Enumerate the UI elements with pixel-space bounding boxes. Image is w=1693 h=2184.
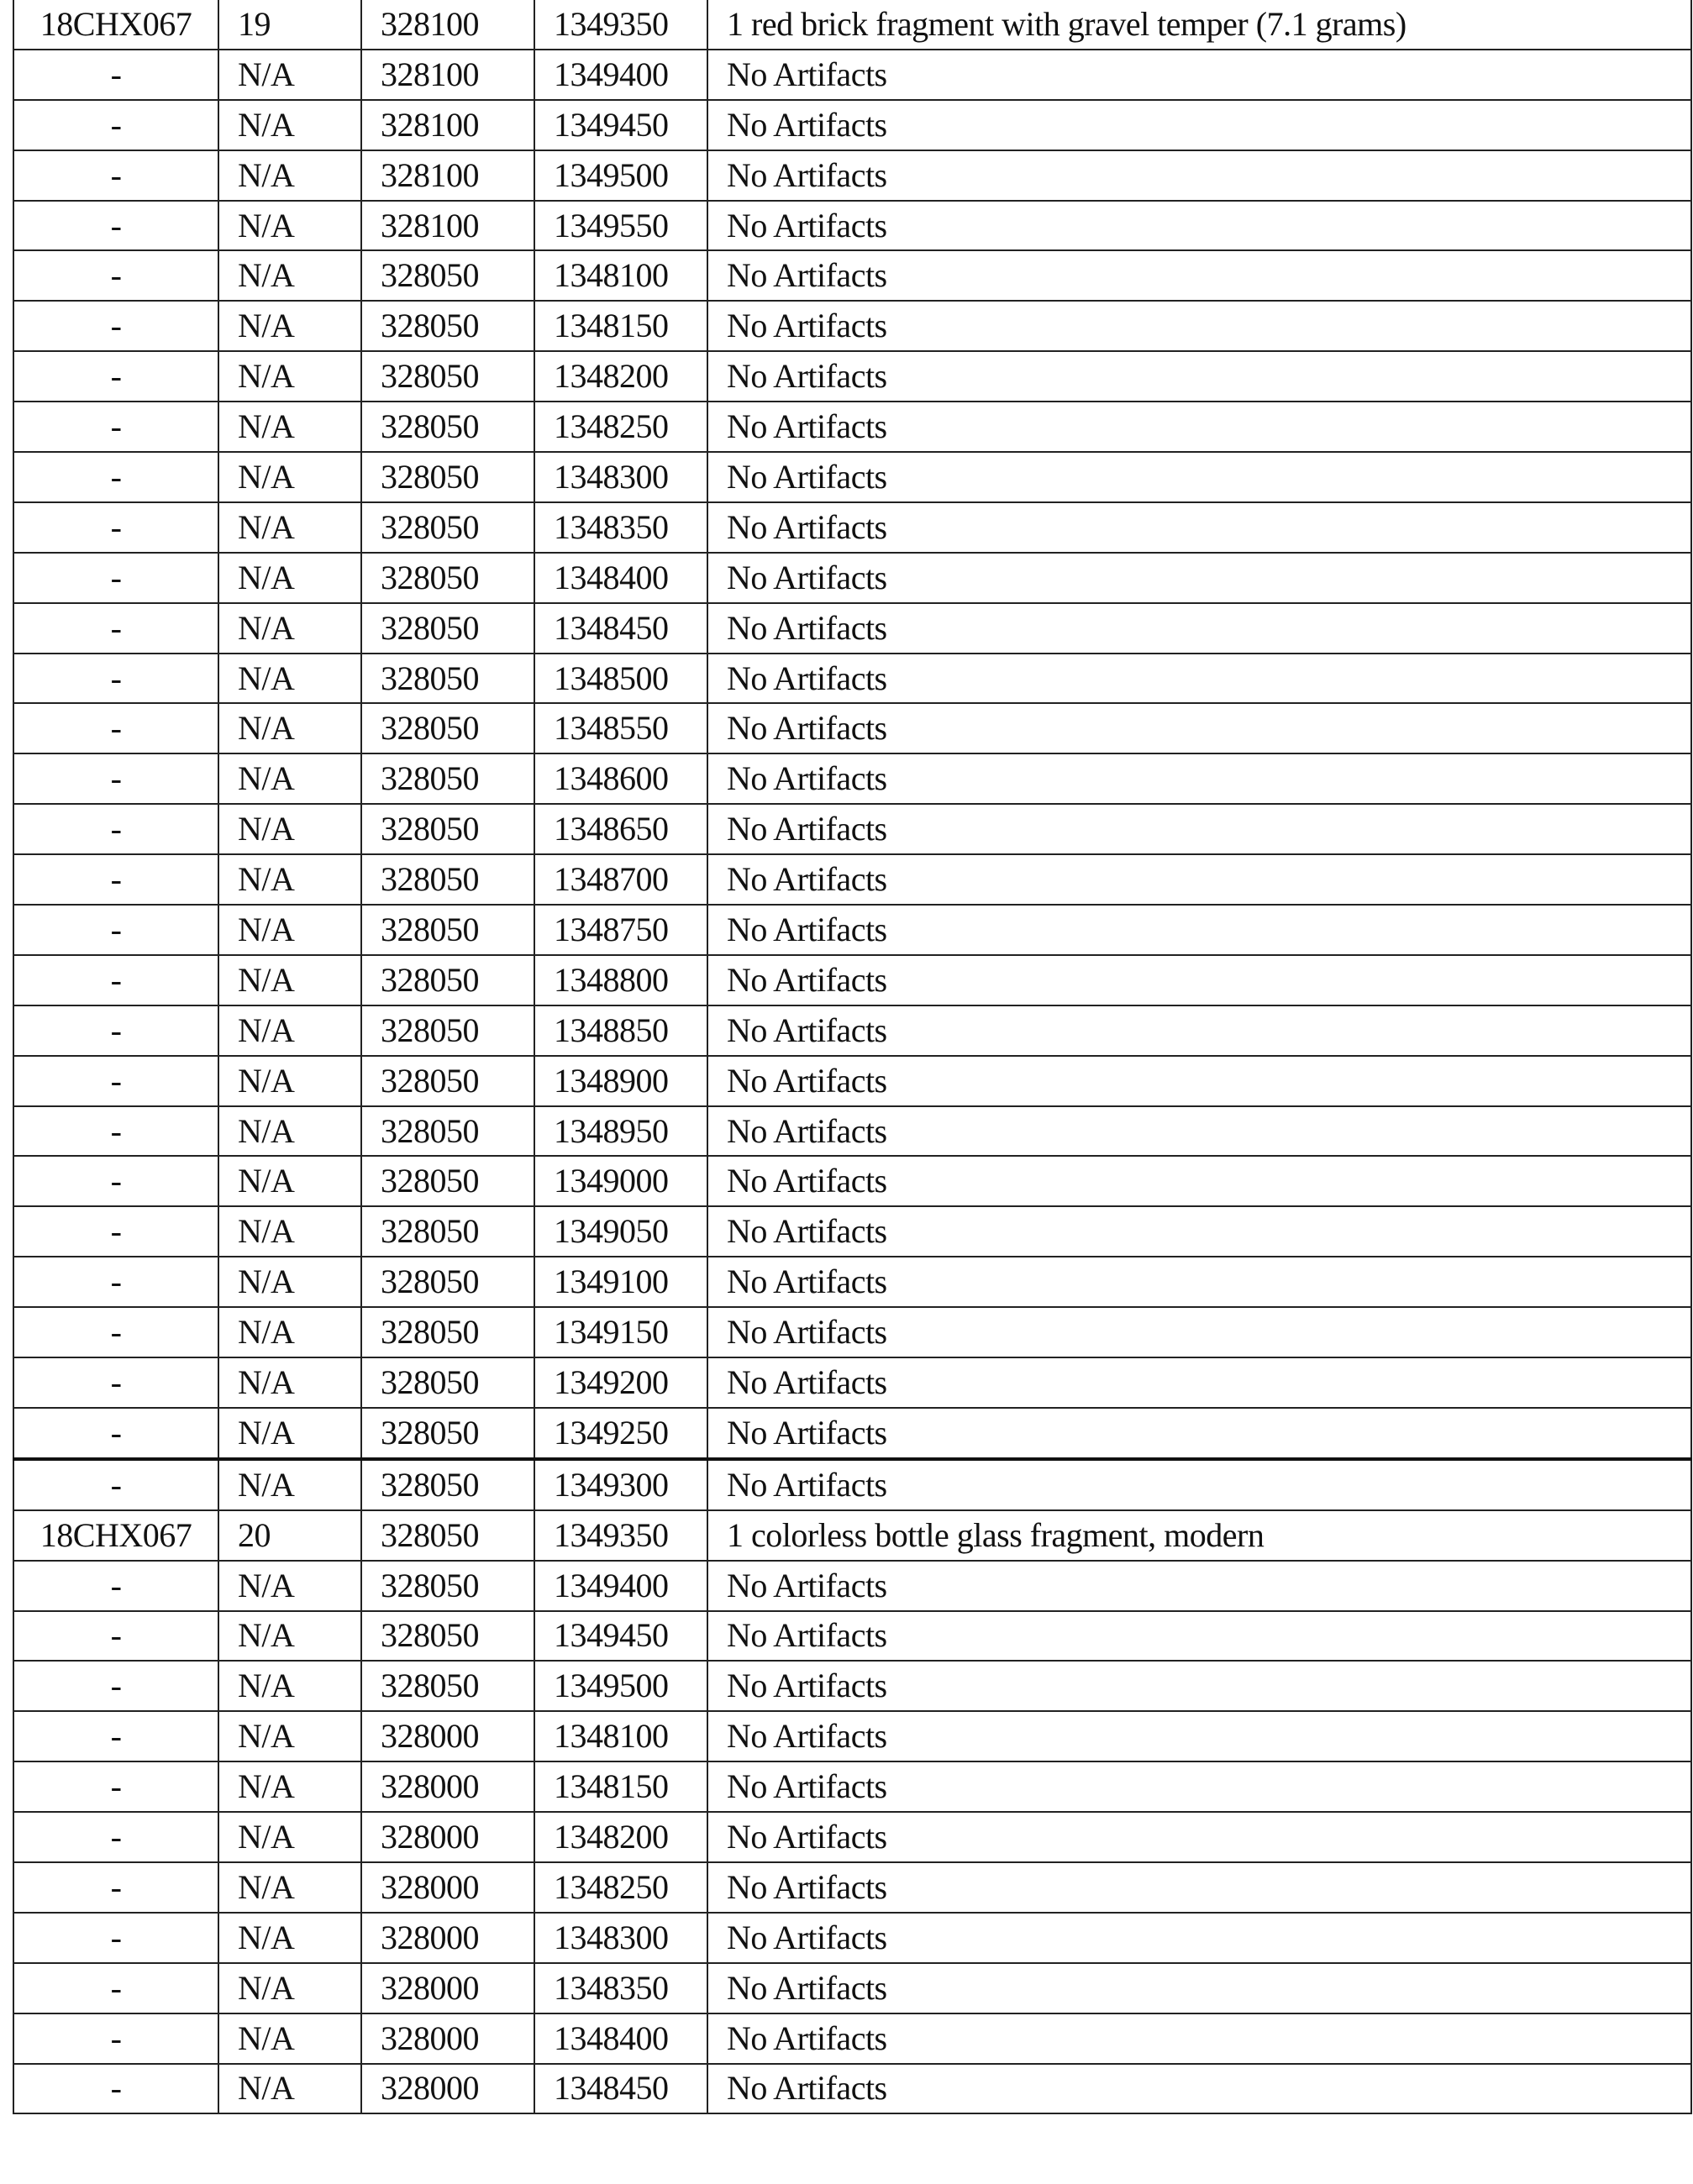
result-cell: No Artifacts: [707, 1408, 1691, 1459]
easting-cell: 328050: [361, 250, 534, 301]
site-number-cell: -: [13, 1711, 218, 1761]
easting-cell: 328100: [361, 100, 534, 150]
northing-cell: 1348200: [534, 1812, 707, 1862]
site-number-cell: -: [13, 2064, 218, 2114]
easting-cell: 328050: [361, 753, 534, 804]
easting-cell: 328050: [361, 703, 534, 753]
northing-cell: 1349500: [534, 1661, 707, 1711]
shovel-test-number-cell: N/A: [218, 1661, 361, 1711]
shovel-test-number-cell: N/A: [218, 50, 361, 100]
result-cell: No Artifacts: [707, 1711, 1691, 1761]
result-cell: No Artifacts: [707, 2013, 1691, 2064]
result-cell: No Artifacts: [707, 1761, 1691, 1812]
table-row: [13, 1206, 1691, 1257]
easting-cell: 328000: [361, 1963, 534, 2013]
result-cell: No Artifacts: [707, 703, 1691, 753]
table-body: [13, 0, 1691, 2113]
northing-cell: 1348200: [534, 351, 707, 402]
result-cell: No Artifacts: [707, 1611, 1691, 1662]
result-cell: No Artifacts: [707, 150, 1691, 201]
result-cell: 1 colorless bottle glass fragment, modern: [707, 1510, 1691, 1561]
table-row: [13, 2013, 1691, 2064]
shovel-test-number-cell: N/A: [218, 1459, 361, 1510]
easting-cell: 328000: [361, 2013, 534, 2064]
site-number-cell: -: [13, 1761, 218, 1812]
result-cell: No Artifacts: [707, 1257, 1691, 1307]
easting-cell: 328050: [361, 1661, 534, 1711]
site-number-cell: -: [13, 452, 218, 502]
table-row: [13, 1005, 1691, 1056]
shovel-test-number-cell: N/A: [218, 654, 361, 704]
shovel-test-number-cell: N/A: [218, 1156, 361, 1206]
northing-cell: 1349150: [534, 1307, 707, 1357]
easting-cell: 328050: [361, 654, 534, 704]
shovel-test-number-cell: N/A: [218, 502, 361, 553]
easting-cell: 328050: [361, 1408, 534, 1459]
result-cell: No Artifacts: [707, 351, 1691, 402]
shovel-test-number-cell: N/A: [218, 1408, 361, 1459]
easting-cell: 328050: [361, 1206, 534, 1257]
northing-cell: 1348100: [534, 1711, 707, 1761]
site-number-cell: -: [13, 854, 218, 905]
northing-cell: 1348500: [534, 654, 707, 704]
northing-cell: 1348650: [534, 804, 707, 854]
table-row: [13, 452, 1691, 502]
table-row: [13, 1156, 1691, 1206]
northing-cell: 1349400: [534, 1561, 707, 1611]
result-cell: No Artifacts: [707, 502, 1691, 553]
table-row: [13, 1510, 1691, 1561]
easting-cell: 328100: [361, 0, 534, 50]
shovel-test-number-cell: N/A: [218, 804, 361, 854]
table-row: [13, 1307, 1691, 1357]
shovel-test-number-cell: N/A: [218, 201, 361, 251]
shovel-test-number-cell: N/A: [218, 250, 361, 301]
easting-cell: 328050: [361, 905, 534, 955]
site-number-cell: -: [13, 50, 218, 100]
site-number-cell: -: [13, 301, 218, 351]
result-cell: No Artifacts: [707, 1056, 1691, 1106]
shovel-test-number-cell: N/A: [218, 1056, 361, 1106]
shovel-test-number-cell: N/A: [218, 1106, 361, 1157]
site-number-cell: -: [13, 1056, 218, 1106]
result-cell: No Artifacts: [707, 753, 1691, 804]
easting-cell: 328050: [361, 1005, 534, 1056]
shovel-test-number-cell: N/A: [218, 452, 361, 502]
result-cell: No Artifacts: [707, 1561, 1691, 1611]
northing-cell: 1349500: [534, 150, 707, 201]
table-row: [13, 1459, 1691, 1510]
easting-cell: 328100: [361, 50, 534, 100]
site-number-cell: -: [13, 1357, 218, 1408]
easting-cell: 328050: [361, 1459, 534, 1510]
shovel-test-number-cell: N/A: [218, 703, 361, 753]
table-row: [13, 1257, 1691, 1307]
result-cell: No Artifacts: [707, 452, 1691, 502]
result-cell: No Artifacts: [707, 804, 1691, 854]
easting-cell: 328050: [361, 1307, 534, 1357]
result-cell: No Artifacts: [707, 250, 1691, 301]
easting-cell: 328000: [361, 1761, 534, 1812]
northing-cell: 1349300: [534, 1459, 707, 1510]
site-number-cell: -: [13, 1812, 218, 1862]
result-cell: No Artifacts: [707, 1005, 1691, 1056]
table-row: [13, 854, 1691, 905]
northing-cell: 1348600: [534, 753, 707, 804]
northing-cell: 1348250: [534, 1862, 707, 1913]
site-number-cell: -: [13, 502, 218, 553]
northing-cell: 1348300: [534, 452, 707, 502]
result-cell: No Artifacts: [707, 50, 1691, 100]
result-cell: No Artifacts: [707, 654, 1691, 704]
result-cell: 1 red brick fragment with gravel temper (7.1 grams): [707, 0, 1691, 50]
northing-cell: 1349350: [534, 0, 707, 50]
site-number-cell: -: [13, 1307, 218, 1357]
shovel-test-number-cell: N/A: [218, 955, 361, 1005]
result-cell: No Artifacts: [707, 1661, 1691, 1711]
easting-cell: 328100: [361, 201, 534, 251]
result-cell: No Artifacts: [707, 1307, 1691, 1357]
shovel-test-number-cell: N/A: [218, 1561, 361, 1611]
result-cell: No Artifacts: [707, 1156, 1691, 1206]
table-row: [13, 905, 1691, 955]
easting-cell: 328000: [361, 1913, 534, 1963]
site-number-cell: -: [13, 1005, 218, 1056]
easting-cell: 328050: [361, 854, 534, 905]
table-row: [13, 1357, 1691, 1408]
northing-cell: 1349350: [534, 1510, 707, 1561]
northing-cell: 1348350: [534, 1963, 707, 2013]
table-row: [13, 201, 1691, 251]
table-row: [13, 603, 1691, 654]
site-number-cell: -: [13, 804, 218, 854]
table-row: [13, 100, 1691, 150]
northing-cell: 1348400: [534, 553, 707, 603]
northing-cell: 1348800: [534, 955, 707, 1005]
site-number-cell: -: [13, 905, 218, 955]
shovel-test-number-cell: N/A: [218, 1761, 361, 1812]
shovel-test-number-cell: N/A: [218, 1711, 361, 1761]
shovel-test-number-cell: N/A: [218, 1862, 361, 1913]
site-number-cell: -: [13, 1611, 218, 1662]
shovel-test-number-cell: N/A: [218, 854, 361, 905]
result-cell: No Artifacts: [707, 854, 1691, 905]
site-number-cell: -: [13, 250, 218, 301]
table-row: [13, 301, 1691, 351]
table-row: [13, 1862, 1691, 1913]
easting-cell: 328100: [361, 150, 534, 201]
table-row: [13, 654, 1691, 704]
site-number-cell: -: [13, 1561, 218, 1611]
result-cell: No Artifacts: [707, 1812, 1691, 1862]
northing-cell: 1349450: [534, 100, 707, 150]
table-row: [13, 250, 1691, 301]
table-row: [13, 1661, 1691, 1711]
table-row: [13, 1561, 1691, 1611]
shovel-test-number-cell: N/A: [218, 905, 361, 955]
shovel-test-number-cell: N/A: [218, 2013, 361, 2064]
northing-cell: 1349250: [534, 1408, 707, 1459]
table-row: [13, 0, 1691, 50]
easting-cell: 328050: [361, 1510, 534, 1561]
table-row: [13, 1611, 1691, 1662]
easting-cell: 328050: [361, 955, 534, 1005]
site-number-cell: -: [13, 1862, 218, 1913]
northing-cell: 1348300: [534, 1913, 707, 1963]
result-cell: No Artifacts: [707, 603, 1691, 654]
result-cell: No Artifacts: [707, 1459, 1691, 1510]
northing-cell: 1348450: [534, 2064, 707, 2114]
easting-cell: 328000: [361, 2064, 534, 2114]
northing-cell: 1348850: [534, 1005, 707, 1056]
shovel-test-number-cell: N/A: [218, 1357, 361, 1408]
site-number-cell: -: [13, 703, 218, 753]
northing-cell: 1348150: [534, 301, 707, 351]
table-row: [13, 1913, 1691, 1963]
result-cell: No Artifacts: [707, 905, 1691, 955]
northing-cell: 1349400: [534, 50, 707, 100]
easting-cell: 328050: [361, 1357, 534, 1408]
table-row: [13, 1963, 1691, 2013]
table-row: [13, 703, 1691, 753]
result-cell: No Artifacts: [707, 1913, 1691, 1963]
shovel-test-number-cell: N/A: [218, 553, 361, 603]
site-number-cell: -: [13, 1257, 218, 1307]
northing-cell: 1348100: [534, 250, 707, 301]
northing-cell: 1348250: [534, 402, 707, 452]
easting-cell: 328050: [361, 1611, 534, 1662]
shovel-test-number-cell: 19: [218, 0, 361, 50]
document-page: [13, 0, 1690, 2114]
shovel-test-number-cell: N/A: [218, 1257, 361, 1307]
northing-cell: 1349050: [534, 1206, 707, 1257]
easting-cell: 328050: [361, 301, 534, 351]
table-row: [13, 150, 1691, 201]
northing-cell: 1348750: [534, 905, 707, 955]
easting-cell: 328050: [361, 1156, 534, 1206]
table-row: [13, 553, 1691, 603]
easting-cell: 328000: [361, 1711, 534, 1761]
shovel-test-number-cell: N/A: [218, 1611, 361, 1662]
site-number-cell: -: [13, 150, 218, 201]
site-number-cell: -: [13, 1459, 218, 1510]
table-row: [13, 1106, 1691, 1157]
site-number-cell: -: [13, 351, 218, 402]
northing-cell: 1348400: [534, 2013, 707, 2064]
table-row: [13, 402, 1691, 452]
shovel-test-number-cell: N/A: [218, 1963, 361, 2013]
site-number-cell: -: [13, 1963, 218, 2013]
easting-cell: 328050: [361, 351, 534, 402]
northing-cell: 1348700: [534, 854, 707, 905]
easting-cell: 328050: [361, 1561, 534, 1611]
result-cell: No Artifacts: [707, 1357, 1691, 1408]
result-cell: No Artifacts: [707, 553, 1691, 603]
shovel-test-number-cell: N/A: [218, 1812, 361, 1862]
site-number-cell: -: [13, 654, 218, 704]
shovel-test-number-cell: N/A: [218, 1005, 361, 1056]
northing-cell: 1349100: [534, 1257, 707, 1307]
shovel-test-number-cell: N/A: [218, 402, 361, 452]
result-cell: No Artifacts: [707, 100, 1691, 150]
site-number-cell: -: [13, 1106, 218, 1157]
shovel-test-number-cell: N/A: [218, 100, 361, 150]
site-number-cell: -: [13, 603, 218, 654]
site-number-cell: 18CHX067: [13, 0, 218, 50]
shovel-test-number-cell: N/A: [218, 753, 361, 804]
shovel-test-number-cell: N/A: [218, 1307, 361, 1357]
shovel-test-number-cell: N/A: [218, 301, 361, 351]
result-cell: No Artifacts: [707, 1862, 1691, 1913]
shovel-test-number-cell: 20: [218, 1510, 361, 1561]
easting-cell: 328000: [361, 1862, 534, 1913]
northing-cell: 1348900: [534, 1056, 707, 1106]
result-cell: No Artifacts: [707, 1106, 1691, 1157]
shovel-test-number-cell: N/A: [218, 603, 361, 654]
result-cell: No Artifacts: [707, 2064, 1691, 2114]
table-row: [13, 1761, 1691, 1812]
easting-cell: 328050: [361, 603, 534, 654]
easting-cell: 328050: [361, 452, 534, 502]
site-number-cell: -: [13, 753, 218, 804]
site-number-cell: -: [13, 201, 218, 251]
shovel-test-number-cell: N/A: [218, 1206, 361, 1257]
northing-cell: 1348350: [534, 502, 707, 553]
easting-cell: 328050: [361, 1106, 534, 1157]
site-number-cell: -: [13, 1661, 218, 1711]
site-number-cell: -: [13, 955, 218, 1005]
result-cell: No Artifacts: [707, 1963, 1691, 2013]
table-row: [13, 1408, 1691, 1459]
shovel-test-number-cell: N/A: [218, 1913, 361, 1963]
site-number-cell: -: [13, 553, 218, 603]
result-cell: No Artifacts: [707, 955, 1691, 1005]
table-row: [13, 804, 1691, 854]
table-row: [13, 50, 1691, 100]
table-row: [13, 2064, 1691, 2114]
easting-cell: 328000: [361, 1812, 534, 1862]
table-row: [13, 1812, 1691, 1862]
result-cell: No Artifacts: [707, 1206, 1691, 1257]
northing-cell: 1349000: [534, 1156, 707, 1206]
northing-cell: 1348550: [534, 703, 707, 753]
easting-cell: 328050: [361, 402, 534, 452]
easting-cell: 328050: [361, 1056, 534, 1106]
site-number-cell: -: [13, 402, 218, 452]
result-cell: No Artifacts: [707, 402, 1691, 452]
table-row: [13, 1056, 1691, 1106]
site-number-cell: -: [13, 1408, 218, 1459]
shovel-test-number-cell: N/A: [218, 2064, 361, 2114]
northing-cell: 1348950: [534, 1106, 707, 1157]
easting-cell: 328050: [361, 553, 534, 603]
table-row: [13, 753, 1691, 804]
table-row: [13, 1711, 1691, 1761]
site-number-cell: -: [13, 1156, 218, 1206]
northing-cell: 1348450: [534, 603, 707, 654]
northing-cell: 1348150: [534, 1761, 707, 1812]
shovel-test-table: [13, 0, 1692, 2114]
easting-cell: 328050: [361, 502, 534, 553]
result-cell: No Artifacts: [707, 201, 1691, 251]
site-number-cell: -: [13, 1206, 218, 1257]
northing-cell: 1349200: [534, 1357, 707, 1408]
northing-cell: 1349450: [534, 1611, 707, 1662]
table-row: [13, 502, 1691, 553]
shovel-test-number-cell: N/A: [218, 150, 361, 201]
site-number-cell: -: [13, 2013, 218, 2064]
northing-cell: 1349550: [534, 201, 707, 251]
easting-cell: 328050: [361, 804, 534, 854]
site-number-cell: -: [13, 1913, 218, 1963]
table-row: [13, 955, 1691, 1005]
site-number-cell: 18CHX067: [13, 1510, 218, 1561]
result-cell: No Artifacts: [707, 301, 1691, 351]
site-number-cell: -: [13, 100, 218, 150]
easting-cell: 328050: [361, 1257, 534, 1307]
shovel-test-number-cell: N/A: [218, 351, 361, 402]
table-row: [13, 351, 1691, 402]
